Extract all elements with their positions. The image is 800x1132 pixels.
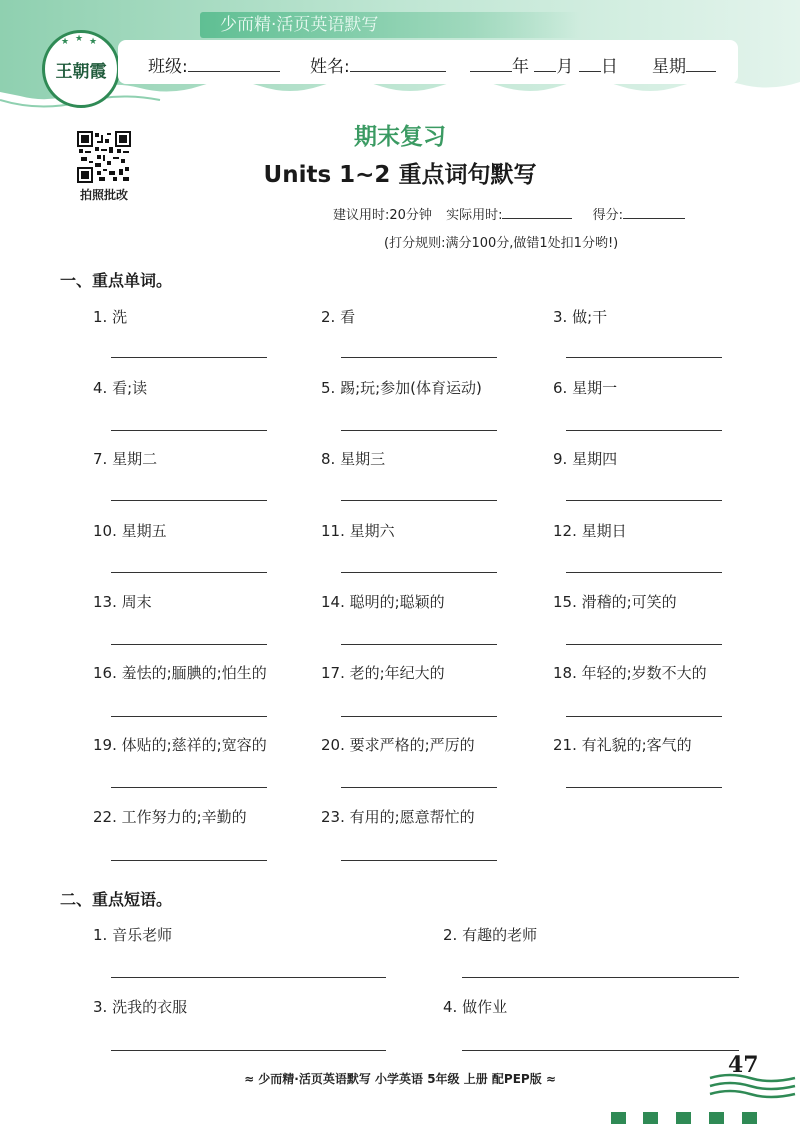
word-item: 10. 星期五 xyxy=(93,522,167,540)
answer-blank[interactable] xyxy=(111,716,267,717)
month-label: 月 xyxy=(556,57,574,77)
answer-blank[interactable] xyxy=(341,357,497,358)
time-score-line xyxy=(333,204,685,223)
brand-logo: ★ ★ ★ 王朝霞 xyxy=(42,30,120,108)
word-item: 13. 周末 xyxy=(93,593,152,611)
footer-text: ≈ 少而精·活页英语默写 小学英语 5年级 上册 配PEP版 ≈ xyxy=(244,1072,556,1086)
word-item: 19. 体贴的;慈祥的;宽容的 xyxy=(93,736,267,754)
answer-blank[interactable] xyxy=(341,644,497,645)
phrase-item: 1. 音乐老师 xyxy=(93,926,173,944)
answer-blank[interactable] xyxy=(341,572,497,573)
phrase-answer-blank[interactable] xyxy=(111,977,386,978)
word-item: 12. 星期日 xyxy=(553,522,627,540)
answer-blank[interactable] xyxy=(111,644,267,645)
student-info-bar xyxy=(118,40,738,84)
word-item: 7. 星期二 xyxy=(93,450,158,468)
page-number: 47 xyxy=(728,1052,759,1078)
year-label: 年 xyxy=(512,57,529,77)
word-item: 11. 星期六 xyxy=(321,522,395,540)
answer-blank[interactable] xyxy=(111,860,267,861)
date-field[interactable] xyxy=(470,52,618,77)
word-item: 5. 踢;玩;参加(体育运动) xyxy=(321,379,482,397)
answer-blank[interactable] xyxy=(111,357,267,358)
answer-blank[interactable] xyxy=(341,860,497,861)
answer-blank[interactable] xyxy=(566,572,722,573)
word-item: 22. 工作努力的;辛勤的 xyxy=(93,808,247,826)
word-item: 8. 星期三 xyxy=(321,450,386,468)
word-item: 18. 年轻的;岁数不大的 xyxy=(553,664,707,682)
answer-blank[interactable] xyxy=(341,787,497,788)
actual-time-blank[interactable] xyxy=(502,204,572,219)
scoring-rule: (打分规则:满分100分,做错1处扣1分哟!) xyxy=(384,236,619,251)
answer-blank[interactable] xyxy=(566,644,722,645)
word-item: 20. 要求严格的;严厉的 xyxy=(321,736,475,754)
answer-blank[interactable] xyxy=(111,500,267,501)
word-item: 1. 洗 xyxy=(93,308,128,326)
word-item: 23. 有用的;愿意帮忙的 xyxy=(321,808,475,826)
score-blank[interactable] xyxy=(623,204,685,219)
day-label: 日 xyxy=(600,57,618,77)
phrase-answer-blank[interactable] xyxy=(111,1050,386,1051)
word-item: 16. 羞怯的;腼腆的;怕生的 xyxy=(93,664,267,682)
name-label: 姓名: xyxy=(310,57,350,77)
word-item: 15. 滑稽的;可笑的 xyxy=(553,593,677,611)
answer-blank[interactable] xyxy=(111,787,267,788)
word-item: 14. 聪明的;聪颖的 xyxy=(321,593,445,611)
word-item: 3. 做;干 xyxy=(553,308,608,326)
phrase-answer-blank[interactable] xyxy=(462,1050,739,1051)
page-title: 期末复习 xyxy=(354,124,446,150)
answer-blank[interactable] xyxy=(566,357,722,358)
answer-blank[interactable] xyxy=(566,787,722,788)
series-slogan: 少而精·活页英语默写 xyxy=(200,12,580,38)
phrase-item: 2. 有趣的老师 xyxy=(443,926,538,944)
class-label: 班级: xyxy=(148,57,188,77)
word-item: 6. 星期一 xyxy=(553,379,618,397)
answer-blank[interactable] xyxy=(111,430,267,431)
answer-blank[interactable] xyxy=(341,430,497,431)
answer-blank[interactable] xyxy=(566,430,722,431)
answer-blank[interactable] xyxy=(341,500,497,501)
answer-blank[interactable] xyxy=(111,572,267,573)
weekday-field[interactable] xyxy=(652,52,716,77)
qr-caption: 拍照批改 xyxy=(79,188,128,202)
section-2-heading: 二、重点短语。 xyxy=(60,890,173,909)
weekday-label: 星期 xyxy=(652,57,686,77)
word-item: 9. 星期四 xyxy=(553,450,618,468)
answer-blank[interactable] xyxy=(341,716,497,717)
page-subtitle: Units 1~2 重点词句默写 xyxy=(263,162,537,188)
logo-text: 王朝霞 xyxy=(55,62,107,82)
section-1-heading: 一、重点单词。 xyxy=(60,271,173,290)
word-item: 21. 有礼貌的;客气的 xyxy=(553,736,692,754)
phrase-item: 3. 洗我的衣服 xyxy=(93,998,188,1016)
phrase-answer-blank[interactable] xyxy=(462,977,739,978)
class-field[interactable] xyxy=(148,52,280,77)
score-label: 得分: xyxy=(592,208,623,223)
answer-blank[interactable] xyxy=(566,500,722,501)
name-field[interactable] xyxy=(310,52,446,77)
answer-blank[interactable] xyxy=(566,716,722,717)
phrase-item: 4. 做作业 xyxy=(443,998,508,1016)
suggested-time: 建议用时:20分钟 xyxy=(333,208,432,223)
word-item: 4. 看;读 xyxy=(93,379,148,397)
word-item: 17. 老的;年纪大的 xyxy=(321,664,445,682)
actual-time-label: 实际用时: xyxy=(446,208,503,223)
word-item: 2. 看 xyxy=(321,308,356,326)
